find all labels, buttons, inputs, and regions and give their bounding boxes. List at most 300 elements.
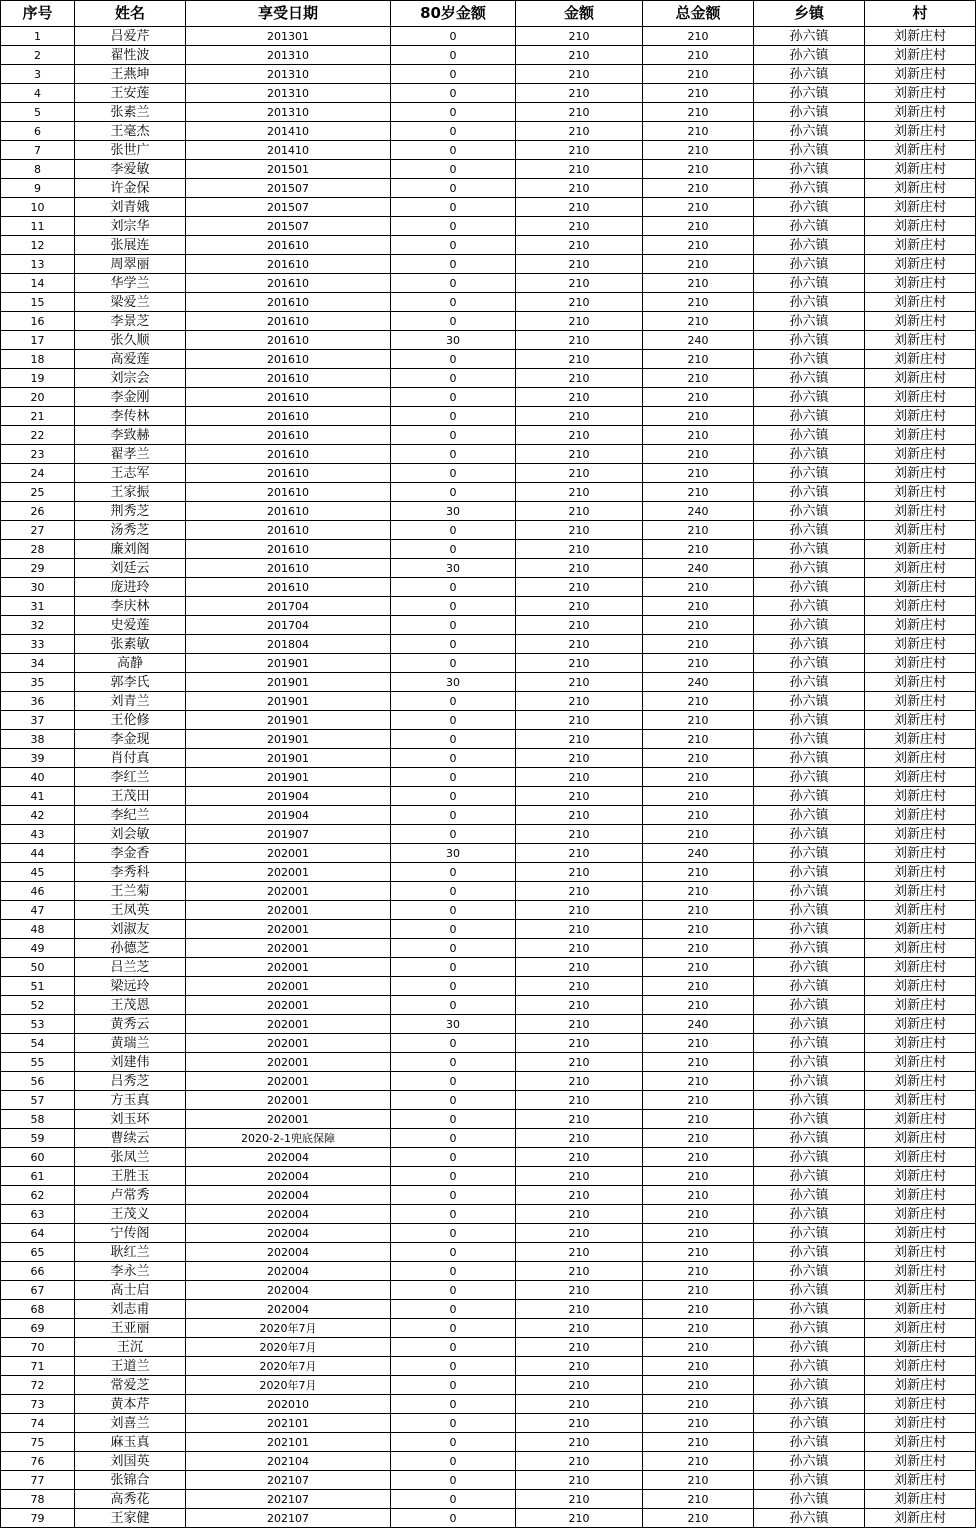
cell-village: 刘新庄村 <box>865 673 976 692</box>
cell-name: 李爱敏 <box>75 160 186 179</box>
cell-age80-amount: 30 <box>391 1015 516 1034</box>
cell-index: 61 <box>1 1167 75 1186</box>
cell-village: 刘新庄村 <box>865 654 976 673</box>
cell-name: 史爱莲 <box>75 616 186 635</box>
cell-total: 210 <box>643 1281 754 1300</box>
cell-total: 210 <box>643 236 754 255</box>
cell-town: 孙六镇 <box>754 1167 865 1186</box>
cell-date: 201610 <box>186 464 391 483</box>
cell-age80-amount: 30 <box>391 559 516 578</box>
cell-total: 210 <box>643 350 754 369</box>
cell-index: 13 <box>1 255 75 274</box>
cell-town: 孙六镇 <box>754 540 865 559</box>
cell-date: 202001 <box>186 920 391 939</box>
cell-age80-amount: 0 <box>391 65 516 84</box>
cell-amount: 210 <box>516 1490 643 1509</box>
cell-village: 刘新庄村 <box>865 426 976 445</box>
cell-age80-amount: 0 <box>391 1091 516 1110</box>
table-row <box>1 958 976 977</box>
cell-town: 孙六镇 <box>754 1224 865 1243</box>
cell-index: 12 <box>1 236 75 255</box>
cell-age80-amount: 0 <box>391 103 516 122</box>
cell-index: 62 <box>1 1186 75 1205</box>
cell-town: 孙六镇 <box>754 1186 865 1205</box>
cell-village: 刘新庄村 <box>865 160 976 179</box>
cell-age80-amount: 0 <box>391 749 516 768</box>
cell-date: 201610 <box>186 426 391 445</box>
cell-name: 刘宗会 <box>75 369 186 388</box>
cell-index: 73 <box>1 1395 75 1414</box>
cell-index: 16 <box>1 312 75 331</box>
cell-town: 孙六镇 <box>754 1281 865 1300</box>
cell-date: 201410 <box>186 122 391 141</box>
cell-village: 刘新庄村 <box>865 559 976 578</box>
cell-age80-amount: 0 <box>391 540 516 559</box>
table-row <box>1 198 976 217</box>
cell-amount: 210 <box>516 1243 643 1262</box>
cell-name: 吕秀芝 <box>75 1072 186 1091</box>
cell-name: 吕爱芹 <box>75 27 186 46</box>
cell-total: 210 <box>643 198 754 217</box>
cell-index: 3 <box>1 65 75 84</box>
cell-total: 210 <box>643 312 754 331</box>
cell-total: 210 <box>643 1376 754 1395</box>
cell-town: 孙六镇 <box>754 787 865 806</box>
cell-amount: 210 <box>516 236 643 255</box>
cell-village: 刘新庄村 <box>865 255 976 274</box>
cell-total: 210 <box>643 806 754 825</box>
cell-age80-amount: 0 <box>391 654 516 673</box>
cell-date: 201610 <box>186 540 391 559</box>
cell-total: 210 <box>643 65 754 84</box>
cell-village: 刘新庄村 <box>865 844 976 863</box>
cell-amount: 210 <box>516 996 643 1015</box>
cell-town: 孙六镇 <box>754 1319 865 1338</box>
cell-amount: 210 <box>516 1338 643 1357</box>
cell-name: 李纪兰 <box>75 806 186 825</box>
table-row <box>1 1300 976 1319</box>
cell-amount: 210 <box>516 274 643 293</box>
cell-name: 张素兰 <box>75 103 186 122</box>
cell-index: 76 <box>1 1452 75 1471</box>
cell-village: 刘新庄村 <box>865 198 976 217</box>
cell-village: 刘新庄村 <box>865 1091 976 1110</box>
cell-name: 耿红兰 <box>75 1243 186 1262</box>
cell-amount: 210 <box>516 445 643 464</box>
cell-index: 53 <box>1 1015 75 1034</box>
cell-date: 202107 <box>186 1490 391 1509</box>
cell-village: 刘新庄村 <box>865 730 976 749</box>
table-row <box>1 407 976 426</box>
cell-total: 210 <box>643 388 754 407</box>
cell-age80-amount: 0 <box>391 825 516 844</box>
table-row <box>1 1452 976 1471</box>
cell-name: 梁爱兰 <box>75 293 186 312</box>
cell-name: 刘青兰 <box>75 692 186 711</box>
cell-date: 201610 <box>186 521 391 540</box>
cell-amount: 210 <box>516 749 643 768</box>
table-row <box>1 597 976 616</box>
cell-town: 孙六镇 <box>754 654 865 673</box>
cell-name: 王家健 <box>75 1509 186 1528</box>
cell-village: 刘新庄村 <box>865 597 976 616</box>
cell-age80-amount: 0 <box>391 388 516 407</box>
cell-amount: 210 <box>516 1091 643 1110</box>
cell-total: 210 <box>643 863 754 882</box>
cell-village: 刘新庄村 <box>865 1452 976 1471</box>
cell-name: 李红兰 <box>75 768 186 787</box>
cell-total: 210 <box>643 749 754 768</box>
cell-amount: 210 <box>516 1053 643 1072</box>
cell-total: 210 <box>643 901 754 920</box>
table-row <box>1 1281 976 1300</box>
cell-town: 孙六镇 <box>754 1509 865 1528</box>
cell-town: 孙六镇 <box>754 369 865 388</box>
cell-town: 孙六镇 <box>754 502 865 521</box>
cell-date: 2020-2-1兜底保障 <box>186 1129 391 1148</box>
cell-total: 210 <box>643 1053 754 1072</box>
cell-amount: 210 <box>516 1414 643 1433</box>
cell-amount: 210 <box>516 293 643 312</box>
cell-town: 孙六镇 <box>754 616 865 635</box>
cell-amount: 210 <box>516 635 643 654</box>
cell-index: 1 <box>1 27 75 46</box>
cell-name: 王亚丽 <box>75 1319 186 1338</box>
table-row <box>1 882 976 901</box>
cell-village: 刘新庄村 <box>865 635 976 654</box>
table-row <box>1 1186 976 1205</box>
cell-age80-amount: 0 <box>391 1414 516 1433</box>
table-row <box>1 122 976 141</box>
cell-village: 刘新庄村 <box>865 863 976 882</box>
cell-date: 201610 <box>186 369 391 388</box>
cell-total: 210 <box>643 1091 754 1110</box>
cell-total: 240 <box>643 559 754 578</box>
cell-town: 孙六镇 <box>754 1110 865 1129</box>
cell-age80-amount: 0 <box>391 711 516 730</box>
cell-name: 王凤英 <box>75 901 186 920</box>
cell-total: 210 <box>643 464 754 483</box>
cell-total: 210 <box>643 445 754 464</box>
cell-town: 孙六镇 <box>754 426 865 445</box>
cell-town: 孙六镇 <box>754 1053 865 1072</box>
cell-date: 2020年7月 <box>186 1338 391 1357</box>
cell-amount: 210 <box>516 673 643 692</box>
cell-amount: 210 <box>516 692 643 711</box>
cell-index: 33 <box>1 635 75 654</box>
cell-amount: 210 <box>516 1357 643 1376</box>
cell-date: 201501 <box>186 160 391 179</box>
cell-village: 刘新庄村 <box>865 958 976 977</box>
cell-name: 刘淑友 <box>75 920 186 939</box>
cell-amount: 210 <box>516 977 643 996</box>
cell-village: 刘新庄村 <box>865 1281 976 1300</box>
cell-name: 李金现 <box>75 730 186 749</box>
cell-name: 张久顺 <box>75 331 186 350</box>
cell-town: 孙六镇 <box>754 977 865 996</box>
cell-town: 孙六镇 <box>754 844 865 863</box>
cell-age80-amount: 0 <box>391 1452 516 1471</box>
cell-index: 26 <box>1 502 75 521</box>
cell-age80-amount: 0 <box>391 369 516 388</box>
table-row <box>1 1167 976 1186</box>
cell-name: 翟性波 <box>75 46 186 65</box>
cell-amount: 210 <box>516 1148 643 1167</box>
cell-name: 许金保 <box>75 179 186 198</box>
cell-town: 孙六镇 <box>754 768 865 787</box>
header-amount: 金额 <box>516 1 643 27</box>
cell-index: 48 <box>1 920 75 939</box>
cell-town: 孙六镇 <box>754 103 865 122</box>
cell-date: 202001 <box>186 1110 391 1129</box>
cell-village: 刘新庄村 <box>865 483 976 502</box>
cell-date: 201310 <box>186 65 391 84</box>
cell-amount: 210 <box>516 597 643 616</box>
table-row <box>1 502 976 521</box>
cell-date: 202101 <box>186 1433 391 1452</box>
cell-town: 孙六镇 <box>754 806 865 825</box>
cell-name: 王茂恩 <box>75 996 186 1015</box>
table-row <box>1 1414 976 1433</box>
cell-name: 宁传阁 <box>75 1224 186 1243</box>
cell-age80-amount: 0 <box>391 1224 516 1243</box>
cell-total: 210 <box>643 179 754 198</box>
cell-town: 孙六镇 <box>754 711 865 730</box>
table-row <box>1 673 976 692</box>
table-row <box>1 1224 976 1243</box>
cell-village: 刘新庄村 <box>865 388 976 407</box>
cell-village: 刘新庄村 <box>865 1110 976 1129</box>
cell-total: 210 <box>643 882 754 901</box>
cell-town: 孙六镇 <box>754 122 865 141</box>
cell-name: 王毫杰 <box>75 122 186 141</box>
cell-date: 201610 <box>186 578 391 597</box>
cell-total: 210 <box>643 1452 754 1471</box>
table-row <box>1 1471 976 1490</box>
cell-age80-amount: 0 <box>391 179 516 198</box>
cell-index: 46 <box>1 882 75 901</box>
cell-village: 刘新庄村 <box>865 179 976 198</box>
table-row <box>1 274 976 293</box>
table-row <box>1 236 976 255</box>
cell-index: 4 <box>1 84 75 103</box>
cell-village: 刘新庄村 <box>865 445 976 464</box>
cell-age80-amount: 0 <box>391 1357 516 1376</box>
cell-age80-amount: 0 <box>391 1281 516 1300</box>
cell-date: 201610 <box>186 236 391 255</box>
cell-amount: 210 <box>516 787 643 806</box>
cell-total: 210 <box>643 1433 754 1452</box>
cell-total: 210 <box>643 46 754 65</box>
cell-amount: 210 <box>516 483 643 502</box>
cell-date: 201507 <box>186 217 391 236</box>
cell-index: 8 <box>1 160 75 179</box>
cell-village: 刘新庄村 <box>865 882 976 901</box>
cell-index: 28 <box>1 540 75 559</box>
cell-date: 202001 <box>186 1072 391 1091</box>
cell-index: 59 <box>1 1129 75 1148</box>
cell-amount: 210 <box>516 27 643 46</box>
cell-total: 210 <box>643 692 754 711</box>
cell-total: 210 <box>643 977 754 996</box>
cell-town: 孙六镇 <box>754 1452 865 1471</box>
cell-amount: 210 <box>516 312 643 331</box>
cell-total: 210 <box>643 635 754 654</box>
cell-index: 70 <box>1 1338 75 1357</box>
cell-date: 201610 <box>186 407 391 426</box>
cell-date: 201610 <box>186 502 391 521</box>
cell-name: 张锦合 <box>75 1471 186 1490</box>
table-row <box>1 1395 976 1414</box>
cell-town: 孙六镇 <box>754 1262 865 1281</box>
cell-village: 刘新庄村 <box>865 502 976 521</box>
cell-name: 郭李氏 <box>75 673 186 692</box>
cell-date: 201804 <box>186 635 391 654</box>
cell-town: 孙六镇 <box>754 901 865 920</box>
cell-total: 240 <box>643 673 754 692</box>
cell-village: 刘新庄村 <box>865 293 976 312</box>
cell-town: 孙六镇 <box>754 1338 865 1357</box>
cell-index: 20 <box>1 388 75 407</box>
cell-age80-amount: 0 <box>391 464 516 483</box>
cell-town: 孙六镇 <box>754 692 865 711</box>
cell-name: 张展连 <box>75 236 186 255</box>
cell-index: 60 <box>1 1148 75 1167</box>
cell-age80-amount: 0 <box>391 236 516 255</box>
cell-age80-amount: 0 <box>391 1471 516 1490</box>
cell-age80-amount: 0 <box>391 1110 516 1129</box>
cell-total: 210 <box>643 616 754 635</box>
table-row <box>1 787 976 806</box>
cell-age80-amount: 0 <box>391 1490 516 1509</box>
cell-total: 210 <box>643 996 754 1015</box>
cell-total: 210 <box>643 1471 754 1490</box>
cell-index: 69 <box>1 1319 75 1338</box>
cell-name: 王伦修 <box>75 711 186 730</box>
cell-village: 刘新庄村 <box>865 1072 976 1091</box>
cell-town: 孙六镇 <box>754 578 865 597</box>
cell-date: 202104 <box>186 1452 391 1471</box>
cell-index: 79 <box>1 1509 75 1528</box>
cell-total: 240 <box>643 502 754 521</box>
cell-age80-amount: 0 <box>391 1129 516 1148</box>
table-row <box>1 1338 976 1357</box>
cell-amount: 210 <box>516 730 643 749</box>
cell-date: 202001 <box>186 939 391 958</box>
cell-total: 210 <box>643 1509 754 1528</box>
cell-date: 201901 <box>186 749 391 768</box>
cell-date: 202001 <box>186 1034 391 1053</box>
header-row <box>1 1 976 27</box>
cell-date: 201310 <box>186 46 391 65</box>
table-row <box>1 692 976 711</box>
table-row <box>1 46 976 65</box>
cell-age80-amount: 0 <box>391 198 516 217</box>
cell-village: 刘新庄村 <box>865 1357 976 1376</box>
cell-village: 刘新庄村 <box>865 901 976 920</box>
cell-name: 梁远玲 <box>75 977 186 996</box>
cell-amount: 210 <box>516 1281 643 1300</box>
table-row <box>1 1072 976 1091</box>
cell-amount: 210 <box>516 369 643 388</box>
cell-amount: 210 <box>516 122 643 141</box>
cell-date: 202001 <box>186 863 391 882</box>
cell-age80-amount: 0 <box>391 1243 516 1262</box>
cell-index: 78 <box>1 1490 75 1509</box>
cell-index: 71 <box>1 1357 75 1376</box>
cell-total: 210 <box>643 1357 754 1376</box>
cell-village: 刘新庄村 <box>865 920 976 939</box>
cell-date: 202001 <box>186 1091 391 1110</box>
cell-town: 孙六镇 <box>754 1091 865 1110</box>
cell-date: 201610 <box>186 483 391 502</box>
table-row <box>1 521 976 540</box>
cell-age80-amount: 0 <box>391 578 516 597</box>
cell-village: 刘新庄村 <box>865 1053 976 1072</box>
cell-date: 202001 <box>186 882 391 901</box>
cell-age80-amount: 0 <box>391 445 516 464</box>
table-row <box>1 1053 976 1072</box>
cell-town: 孙六镇 <box>754 559 865 578</box>
cell-index: 40 <box>1 768 75 787</box>
cell-total: 210 <box>643 255 754 274</box>
table-row <box>1 1357 976 1376</box>
cell-index: 19 <box>1 369 75 388</box>
cell-index: 50 <box>1 958 75 977</box>
cell-date: 201610 <box>186 274 391 293</box>
cell-age80-amount: 0 <box>391 882 516 901</box>
cell-amount: 210 <box>516 1072 643 1091</box>
cell-amount: 210 <box>516 502 643 521</box>
cell-total: 210 <box>643 274 754 293</box>
cell-age80-amount: 0 <box>391 1053 516 1072</box>
cell-village: 刘新庄村 <box>865 1319 976 1338</box>
cell-name: 黄秀云 <box>75 1015 186 1034</box>
cell-name: 李景芝 <box>75 312 186 331</box>
cell-date: 201507 <box>186 179 391 198</box>
cell-town: 孙六镇 <box>754 1433 865 1452</box>
cell-date: 202001 <box>186 1015 391 1034</box>
cell-age80-amount: 0 <box>391 768 516 787</box>
cell-village: 刘新庄村 <box>865 806 976 825</box>
cell-age80-amount: 0 <box>391 255 516 274</box>
cell-amount: 210 <box>516 141 643 160</box>
cell-total: 210 <box>643 521 754 540</box>
cell-town: 孙六镇 <box>754 407 865 426</box>
cell-date: 202107 <box>186 1471 391 1490</box>
cell-amount: 210 <box>516 939 643 958</box>
header-date: 享受日期 <box>186 1 391 27</box>
cell-name: 刘喜兰 <box>75 1414 186 1433</box>
cell-age80-amount: 0 <box>391 958 516 977</box>
cell-village: 刘新庄村 <box>865 1015 976 1034</box>
cell-amount: 210 <box>516 901 643 920</box>
cell-age80-amount: 0 <box>391 806 516 825</box>
cell-index: 41 <box>1 787 75 806</box>
cell-name: 王茂田 <box>75 787 186 806</box>
cell-index: 52 <box>1 996 75 1015</box>
cell-amount: 210 <box>516 1395 643 1414</box>
cell-date: 202001 <box>186 977 391 996</box>
cell-date: 201610 <box>186 312 391 331</box>
cell-amount: 210 <box>516 1167 643 1186</box>
cell-village: 刘新庄村 <box>865 331 976 350</box>
cell-total: 210 <box>643 407 754 426</box>
cell-total: 210 <box>643 1262 754 1281</box>
cell-village: 刘新庄村 <box>865 1186 976 1205</box>
cell-total: 210 <box>643 1300 754 1319</box>
cell-town: 孙六镇 <box>754 825 865 844</box>
